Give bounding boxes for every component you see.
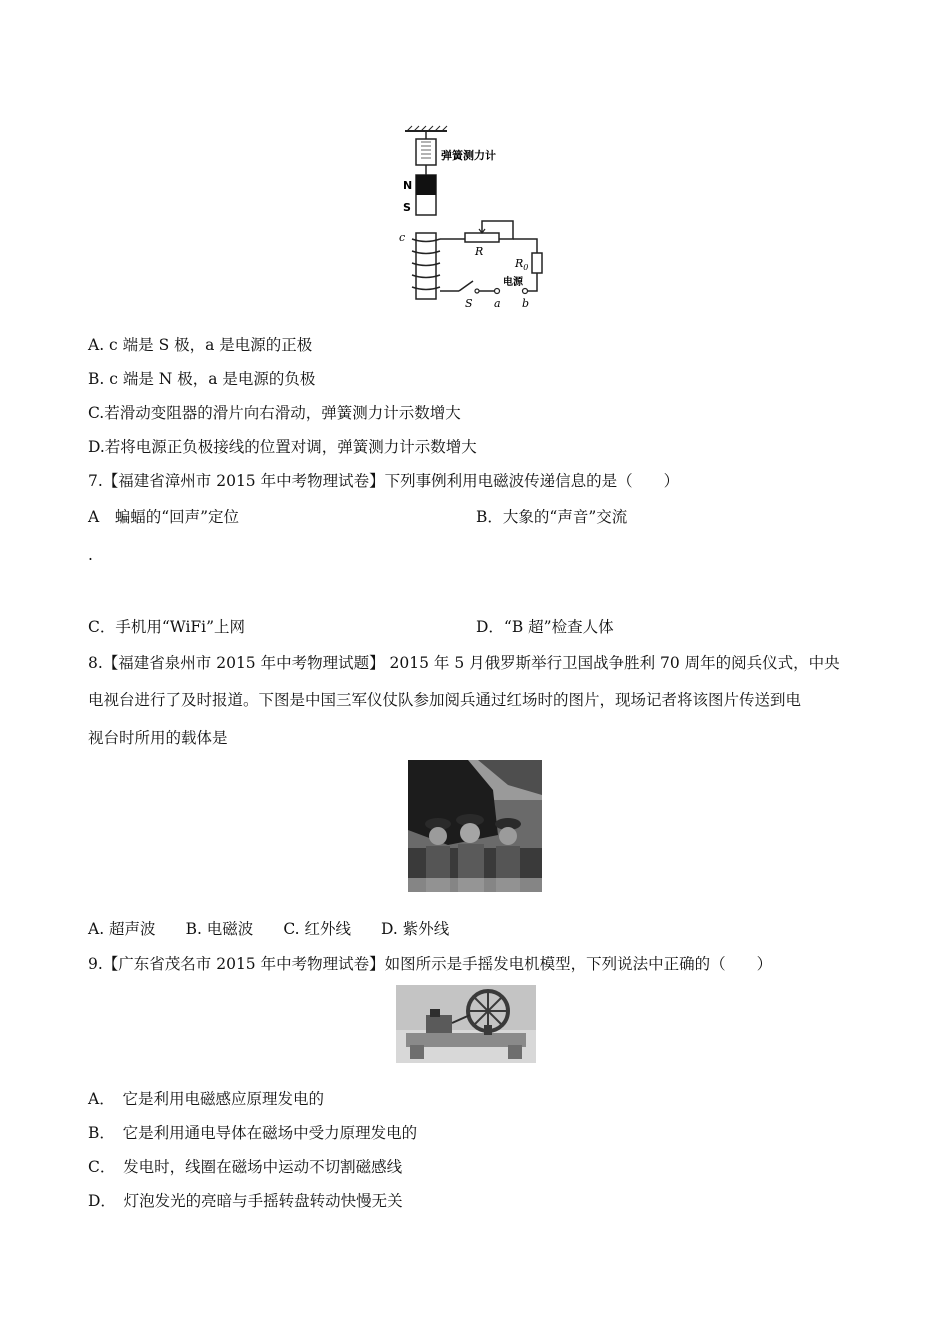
magnet-s-label: S [403,201,411,214]
q8-option-c: C. 红外线 [283,920,351,938]
terminal-b-label: b [522,297,530,310]
q8-stem-line-3: 视台时所用的载体是 [88,729,228,747]
q6-option-c: C.若滑动变阻器的滑片向右滑动，弹簧测力计示数增大 [88,404,461,422]
power-source-label: 电源 [503,277,523,288]
switch-s-label: S [465,297,473,310]
q7-option-b: B．大象的“声音”交流 [476,508,628,526]
q8-option-b: B. 电磁波 [185,920,254,938]
hand-crank-generator-photo [396,985,536,1063]
q9-option-a: A． 它是利用电磁感应原理发电的 [88,1090,324,1108]
electromagnet-circuit-figure [395,125,560,315]
q9-stem: 9.【广东省茂名市 2015 年中考物理试卷】如图所示是手摇发电机模型，下列说法中正确的（ ） [88,955,773,973]
q7-option-d: D．“B 超”检查人体 [476,618,614,636]
rheostat-r-label: R [475,245,484,258]
q9-option-c: C． 发电时，线圈在磁场中运动不切割磁感线 [88,1158,403,1176]
coil-end-c-label: c [399,231,406,244]
q8-options [88,919,449,939]
q8-option-a: A. 超声波 [88,920,156,938]
q6-option-a: A. c 端是 S 极，a 是电源的正极 [88,336,313,354]
q8-stem-line-1: 8.【福建省泉州市 2015 年中考物理试题】 2015 年 5 月俄罗斯举行卫国战争胜利 70 周年的阅兵仪式，中央 [88,654,840,672]
q8-stem-line-2: 电视台进行了及时报道。下图是中国三军仪仗队参加阅兵通过红场时的图片，现场记者将该图片传送到电 [88,691,802,709]
q6-option-d: D.若将电源正负极接线的位置对调，弹簧测力计示数增大 [88,438,477,456]
q7-stray-dot: . [88,546,93,564]
q7-option-c: C．手机用“WiFi”上网 [88,618,246,636]
q8-option-d: D. 紫外线 [380,920,450,938]
magnet-n-label: N [403,179,413,192]
resistor-r0-label: $R_0$ [515,257,529,272]
q9-option-b: B． 它是利用通电导体在磁场中受力原理发电的 [88,1124,418,1142]
q7-stem: 7.【福建省漳州市 2015 年中考物理试卷】下列事例利用电磁波传递信息的是（ ） [88,472,680,490]
q7-option-a: A 蝙蝠的“回声”定位 [88,508,240,526]
terminal-a-label: a [494,297,501,310]
honor-guard-photo [408,760,542,892]
q9-option-d: D． 灯泡发光的亮暗与手摇转盘转动快慢无关 [88,1192,403,1210]
q6-option-b: B. c 端是 N 极，a 是电源的负极 [88,370,316,388]
spring-scale-label: 弹簧测力计 [441,149,496,162]
